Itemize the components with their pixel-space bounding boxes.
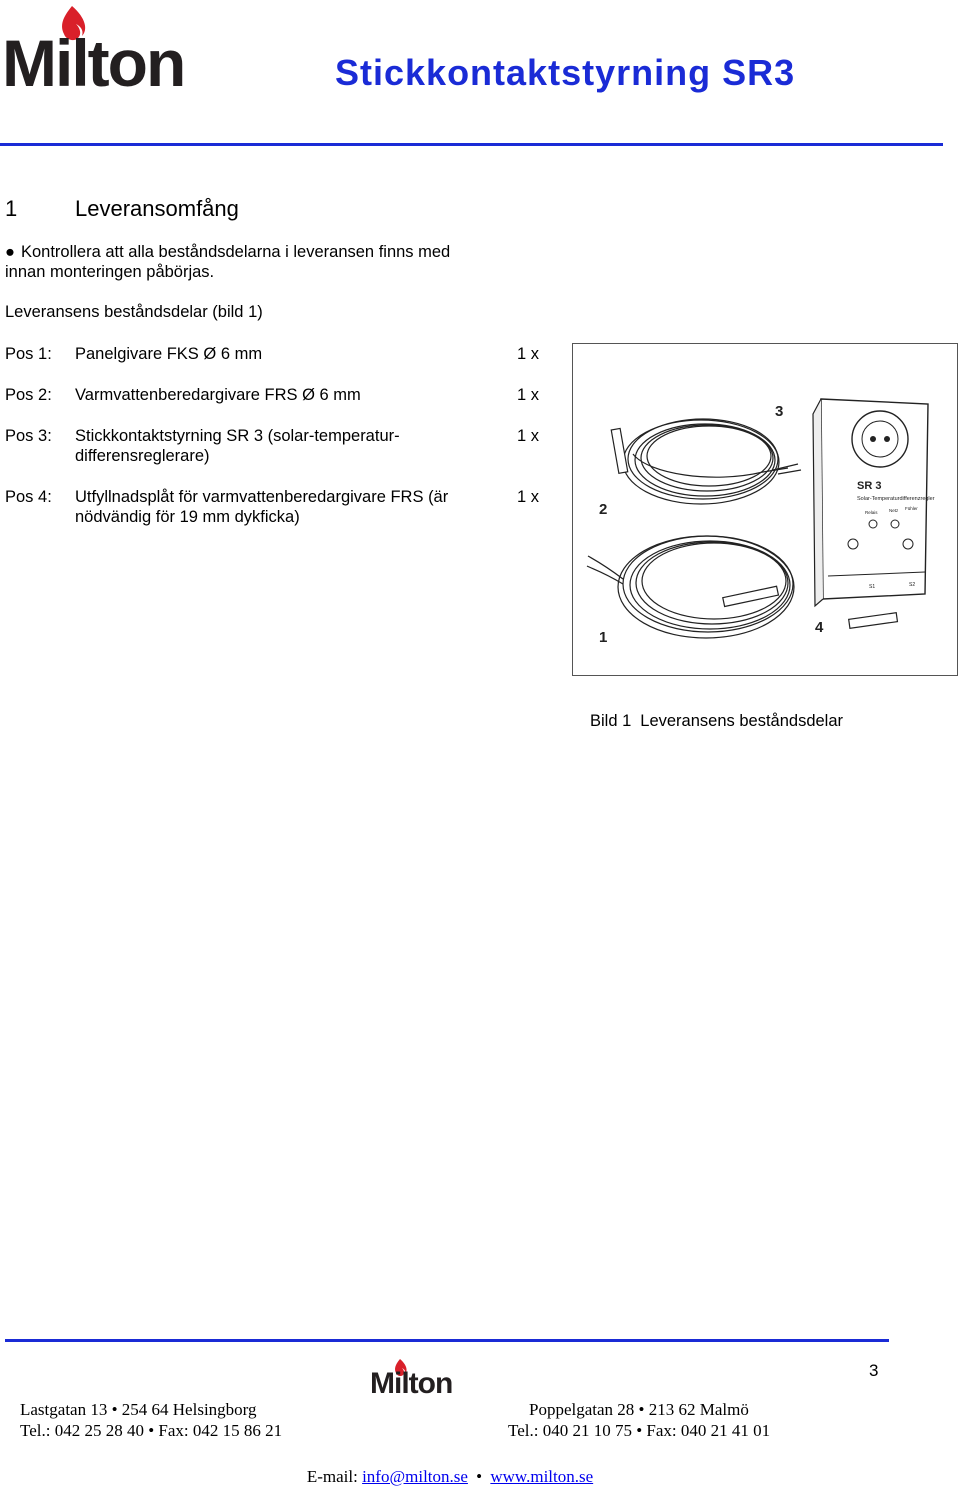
item-qty: 1 x	[517, 386, 540, 404]
device-label: Netz	[889, 508, 899, 513]
left-phone: Tel.: 042 25 28 40 • Fax: 042 15 86 21	[20, 1421, 283, 1440]
page-title: Stickkontaktstyrning SR3	[335, 52, 796, 93]
components-subheading: Leveransens beståndsdelar (bild 1)	[5, 303, 263, 321]
components-figure	[572, 343, 958, 676]
footer-logo-wordmark: Milton	[370, 1367, 453, 1400]
header-rule	[0, 143, 943, 146]
item-pos: Pos 1:	[5, 345, 52, 363]
sr3-device	[813, 399, 935, 606]
item-qty: 1 x	[517, 488, 540, 506]
figure-caption	[590, 712, 843, 731]
right-office	[508, 1399, 770, 1441]
footer-rule	[5, 1339, 889, 1342]
item-desc: Stickkontaktstyrning SR 3 (solar-temperatur-differensreglerare)	[75, 427, 400, 465]
item-pos: Pos 4:	[5, 488, 52, 506]
contact-line	[0, 1467, 900, 1487]
device-terminal: S2	[909, 582, 916, 588]
left-office	[20, 1399, 282, 1441]
caption-text: Leveransens beståndsdelar	[640, 712, 844, 730]
callout-3: 3	[775, 403, 784, 420]
section-title: Leveransomfång	[75, 196, 239, 221]
page-number: 3	[869, 1361, 879, 1380]
caption-label: Bild 1	[590, 712, 632, 730]
separator: •	[476, 1467, 483, 1486]
item-desc: Panelgivare FKS Ø 6 mm	[75, 345, 263, 363]
sensor-cable-2	[623, 419, 801, 504]
bullet-text: Kontrollera att alla beståndsdelarna i leveransen finns med innan monteringen påbörjas.	[5, 243, 451, 281]
right-address: Poppelgatan 28 • 213 62 Malmö	[529, 1400, 749, 1419]
email-link[interactable]: info@milton.se	[362, 1467, 468, 1486]
callout-1: 1	[599, 629, 608, 646]
website-link[interactable]: www.milton.se	[490, 1467, 594, 1486]
section-number: 1	[5, 196, 18, 221]
item-desc: Utfyllnadsplåt för varmvattenberedargivare FRS (är nödvändig för 19 mm dykficka)	[75, 488, 449, 526]
item-pos: Pos 3:	[5, 427, 52, 445]
sensor-probe-1	[723, 586, 779, 606]
item-qty: 1 x	[517, 345, 540, 363]
instruction-bullet	[5, 242, 465, 282]
device-label: Relais	[865, 510, 878, 515]
section-heading	[5, 196, 239, 222]
filler-plate	[849, 613, 898, 629]
item-desc: Varmvattenberedargivare FRS Ø 6 mm	[75, 386, 361, 404]
logo-wordmark: Milton	[2, 26, 185, 100]
item-pos: Pos 2:	[5, 386, 52, 404]
milton-logo	[2, 4, 222, 100]
components-illustration	[573, 344, 957, 675]
callout-2: 2	[599, 501, 608, 518]
sensor-cable-1	[587, 536, 794, 638]
email-label: E-mail:	[306, 1467, 358, 1486]
left-address: Lastgatan 13 • 254 64 Helsingborg	[20, 1400, 257, 1419]
device-subtitle: Solar-Temperaturdifferenzregler	[857, 496, 935, 502]
item-qty: 1 x	[517, 427, 540, 445]
socket-icon	[852, 411, 908, 467]
callout-4: 4	[815, 619, 824, 636]
bullet-icon: ●	[5, 243, 15, 261]
footer-logo	[370, 1358, 470, 1400]
device-label: Fühler	[905, 506, 918, 511]
right-phone: Tel.: 040 21 10 75 • Fax: 040 21 41 01	[508, 1421, 771, 1440]
device-title: SR 3	[857, 480, 882, 492]
device-terminal: S1	[869, 584, 876, 590]
